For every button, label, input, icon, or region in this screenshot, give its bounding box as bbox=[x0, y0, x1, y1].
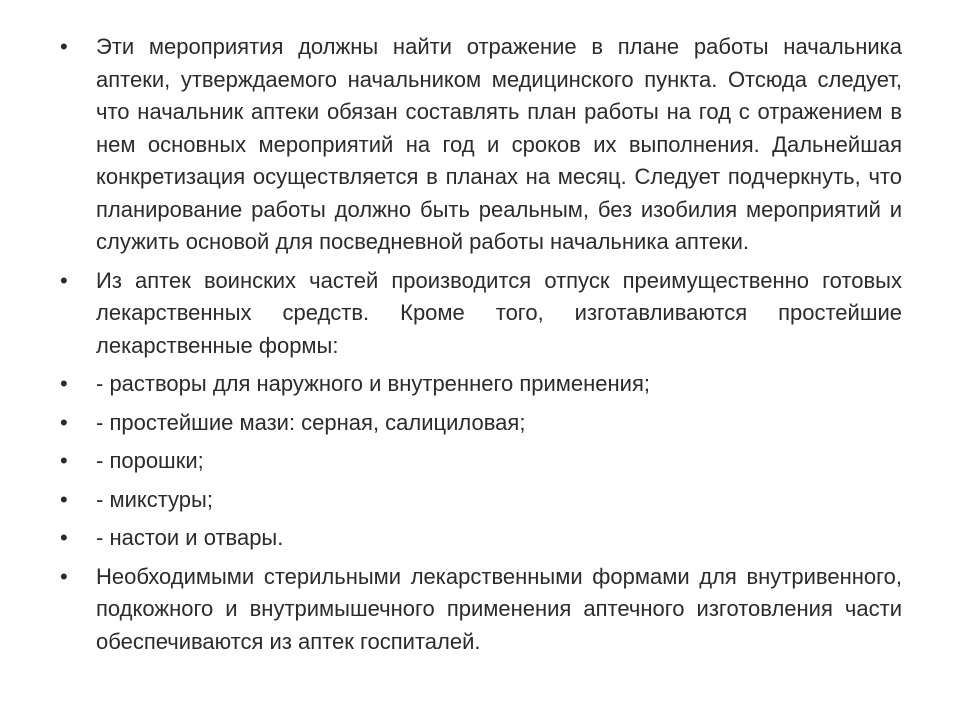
bullet-icon: • bbox=[60, 525, 68, 550]
bullet-item-1 bbox=[60, 31, 902, 259]
bullet-item-6 bbox=[60, 484, 902, 517]
bullet-text: Из аптек воинских частей производится отпуск преимущественно готовых лекарственных средств. Кроме того, изготавливаются простейшие лекарственные формы: bbox=[96, 267, 902, 358]
bullet-icon: • bbox=[60, 486, 68, 512]
bullet-icon: • bbox=[60, 34, 68, 59]
bullet-icon: • bbox=[60, 448, 68, 473]
bullet-icon: • bbox=[60, 409, 68, 435]
bullet-text: - порошки; bbox=[96, 448, 204, 473]
bullet-item-5 bbox=[60, 445, 902, 478]
bullet-item-2 bbox=[60, 265, 902, 363]
bullet-icon: • bbox=[60, 267, 68, 293]
bullet-item-3 bbox=[60, 368, 902, 401]
bullet-text: Необходимыми стерильными лекарственными формами для внутривенного, подкожного и внутримышечного применения аптечного изготовления части обеспечиваются из аптек госпиталей. bbox=[96, 563, 902, 654]
bullet-text: - простейшие мази: серная, салициловая; bbox=[96, 409, 526, 435]
bullet-item-7 bbox=[60, 522, 902, 555]
bullet-text: Эти мероприятия должны найти отражение в плане работы начальника аптеки, утверждаемого начальником медицинского пункта. Отсюда следует, что начальник аптеки обязан составлять план работы на год с отражением в нем основных мероприятий на год и сроков их выполнения. Дальнейшая конкретизация осуществляется в планах на месяц. Следует подчеркнуть, что планирование работы должно быть реальным, без изобилия мероприятий и служить основой для посведневной работы начальника аптеки. bbox=[96, 34, 902, 254]
bullet-list bbox=[60, 31, 902, 664]
bullet-icon: • bbox=[60, 371, 68, 396]
bullet-item-4 bbox=[60, 407, 902, 440]
bullet-icon: • bbox=[60, 563, 68, 589]
bullet-text: - растворы для наружного и внутреннего применения; bbox=[96, 371, 650, 396]
bullet-text: - микстуры; bbox=[96, 486, 213, 512]
bullet-text: - настои и отвары. bbox=[96, 525, 284, 550]
bullet-item-8 bbox=[60, 561, 902, 659]
